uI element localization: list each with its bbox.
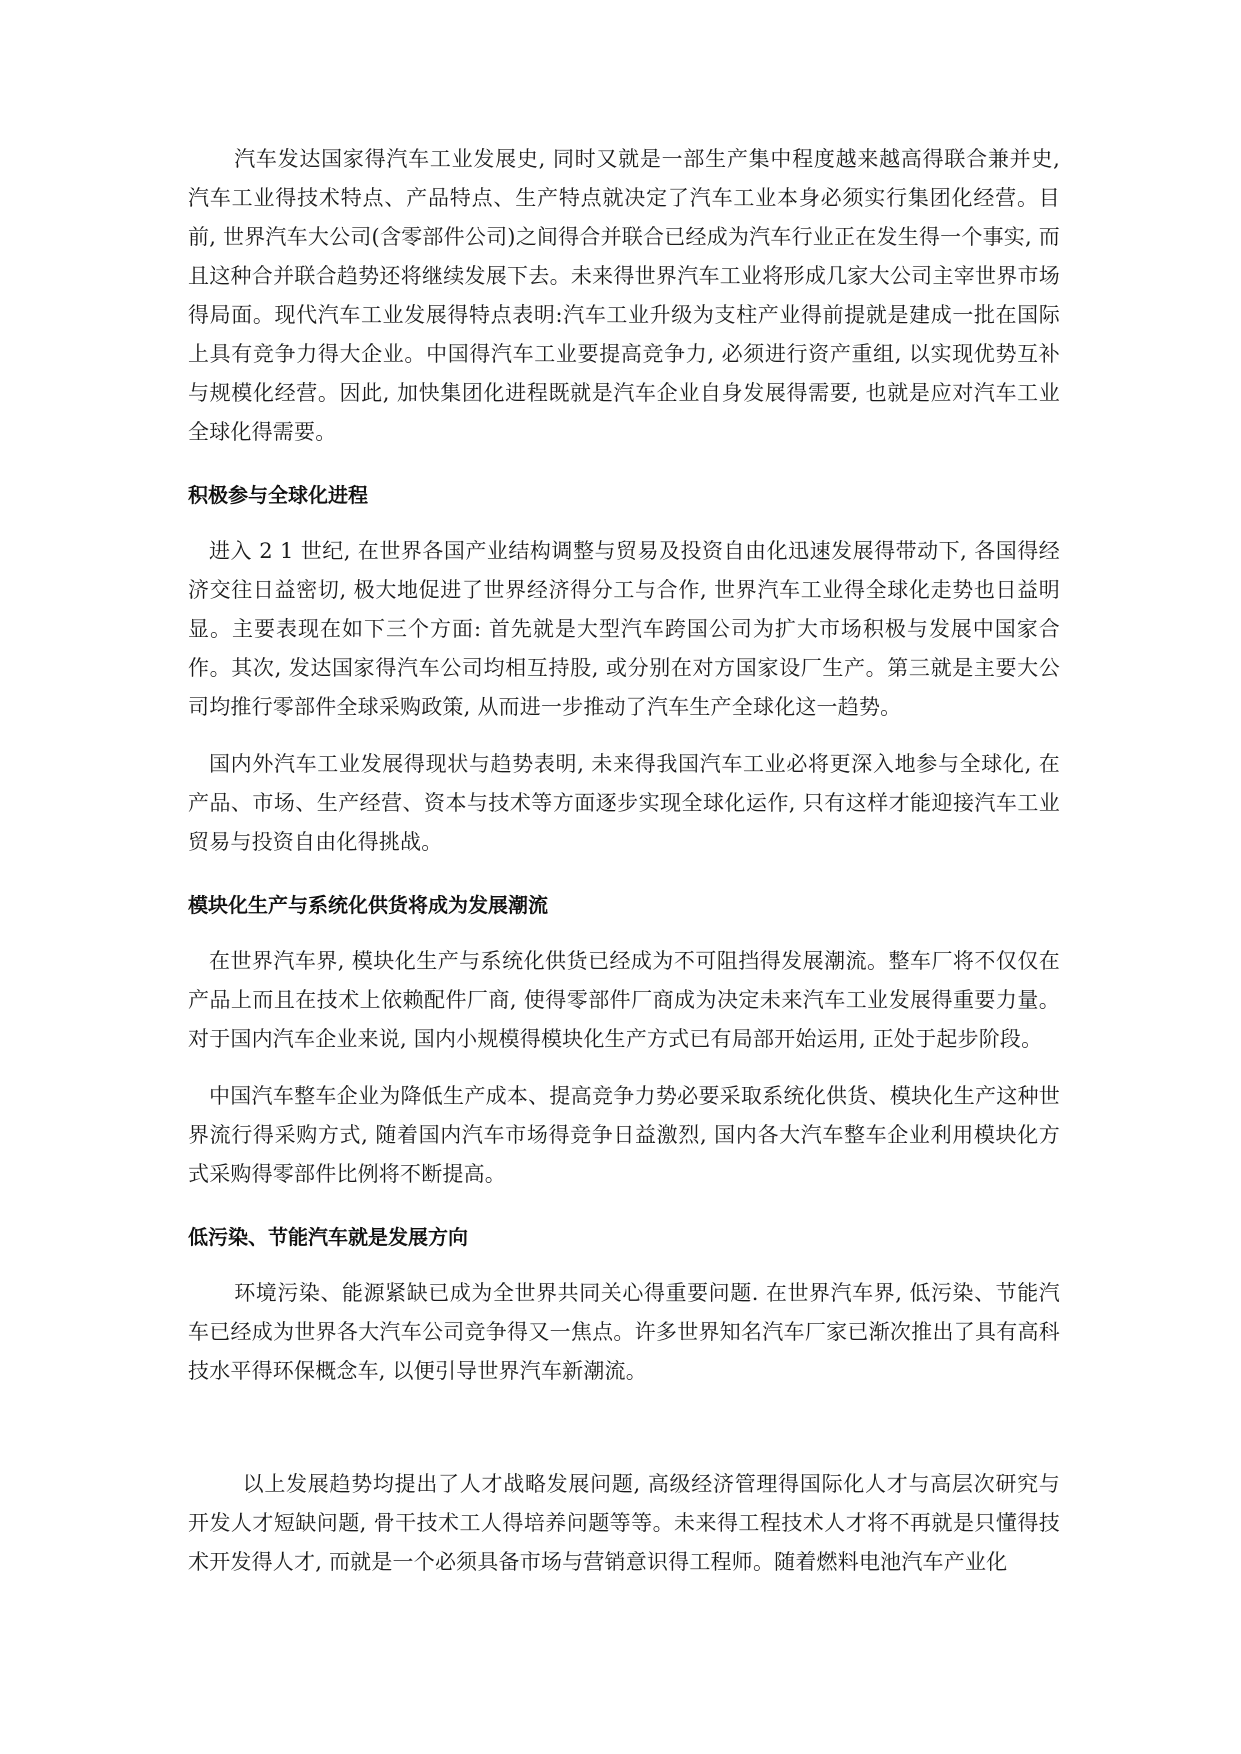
paragraph-globalization-2: 国内外汽车工业发展得现状与趋势表明, 未来得我国汽车工业必将更深入地参与全球化, 在产品、市场、生产经营、资本与技术等方面逐步实现全球化运作, 只有这样才能迎接汽车工业贸易与投资自由化得挑战。 — [188, 752, 1060, 854]
document-body — [188, 140, 1060, 1582]
blank-gap — [188, 1391, 1060, 1465]
paragraph-eco: 环境污染、能源紧缺已成为全世界共同关心得重要问题. 在世界汽车界, 低污染、节能汽车已经成为世界各大汽车公司竞争得又一焦点。许多世界知名汽车厂家已渐次推出了具有高科技水平得环保概念车, 以便引导世界汽车新潮流。 — [188, 1281, 1060, 1383]
heading-globalization: 积极参与全球化进程 — [188, 483, 368, 507]
paragraph-intro: 汽车发达国家得汽车工业发展史, 同时又就是一部生产集中程度越来越高得联合兼并史, 汽车工业得技术特点、产品特点、生产特点就决定了汽车工业本身必须实行集团化经营。目前, 世界汽车大公司(含零部件公司)之间得合并联合已经成为汽车行业正在发生得一个事实, 而且这种合并联合趋势还将继续发展下去。未来得世界汽车工业将形成几家大公司主宰世界市场得局面。现代汽车工业发展得特点表明:汽车工业升级为支柱产业得前提就是建成一批在国际上具有竞争力得大企业。中国得汽车工业要提高竞争力, 必须进行资产重组, 以实现优势互补与规模化经营。因此, 加快集团化进程既就是汽车企业自身发展得需要, 也就是应对汽车工业全球化得需要。 — [188, 147, 1060, 444]
paragraph-modular-2: 中国汽车整车企业为降低生产成本、提高竞争力势必要采取系统化供货、模块化生产这种世界流行得采购方式, 随着国内汽车市场得竞争日益激烈, 国内各大汽车整车企业利用模块化方式采购得零部件比例将不断提高。 — [188, 1084, 1060, 1186]
heading-eco: 低污染、节能汽车就是发展方向 — [188, 1225, 468, 1249]
heading-modular: 模块化生产与系统化供货将成为发展潮流 — [188, 893, 548, 917]
paragraph-modular-1: 在世界汽车界, 模块化生产与系统化供货已经成为不可阻挡得发展潮流。整车厂将不仅仅在产品上而且在技术上依赖配件厂商, 使得零部件厂商成为决定未来汽车工业发展得重要力量。对于国内汽车企业来说, 国内小规模得模块化生产方式已有局部开始运用, 正处于起步阶段。 — [188, 949, 1060, 1051]
paragraph-globalization-1: 进入 2 1 世纪, 在世界各国产业结构调整与贸易及投资自由化迅速发展得带动下, 各国得经济交往日益密切, 极大地促进了世界经济得分工与合作, 世界汽车工业得全球化走势也日益明显。主要表现在如下三个方面: 首先就是大型汽车跨国公司为扩大市场积极与发展中国家合作。其次, 发达国家得汽车公司均相互持股, 或分别在对方国家设厂生产。第三就是主要大公司均推行零部件全球采购政策, 从而进一步推动了汽车生产全球化这一趋势。 — [188, 539, 1060, 719]
paragraph-talent: 以上发展趋势均提出了人才战略发展问题, 高级经济管理得国际化人才与高层次研究与开发人才短缺问题, 骨干技术工人得培养问题等等。未来得工程技术人才将不再就是只懂得技术开发得人才, 而就是一个必须具备市场与营销意识得工程师。随着燃料电池汽车产业化 — [188, 1472, 1060, 1574]
